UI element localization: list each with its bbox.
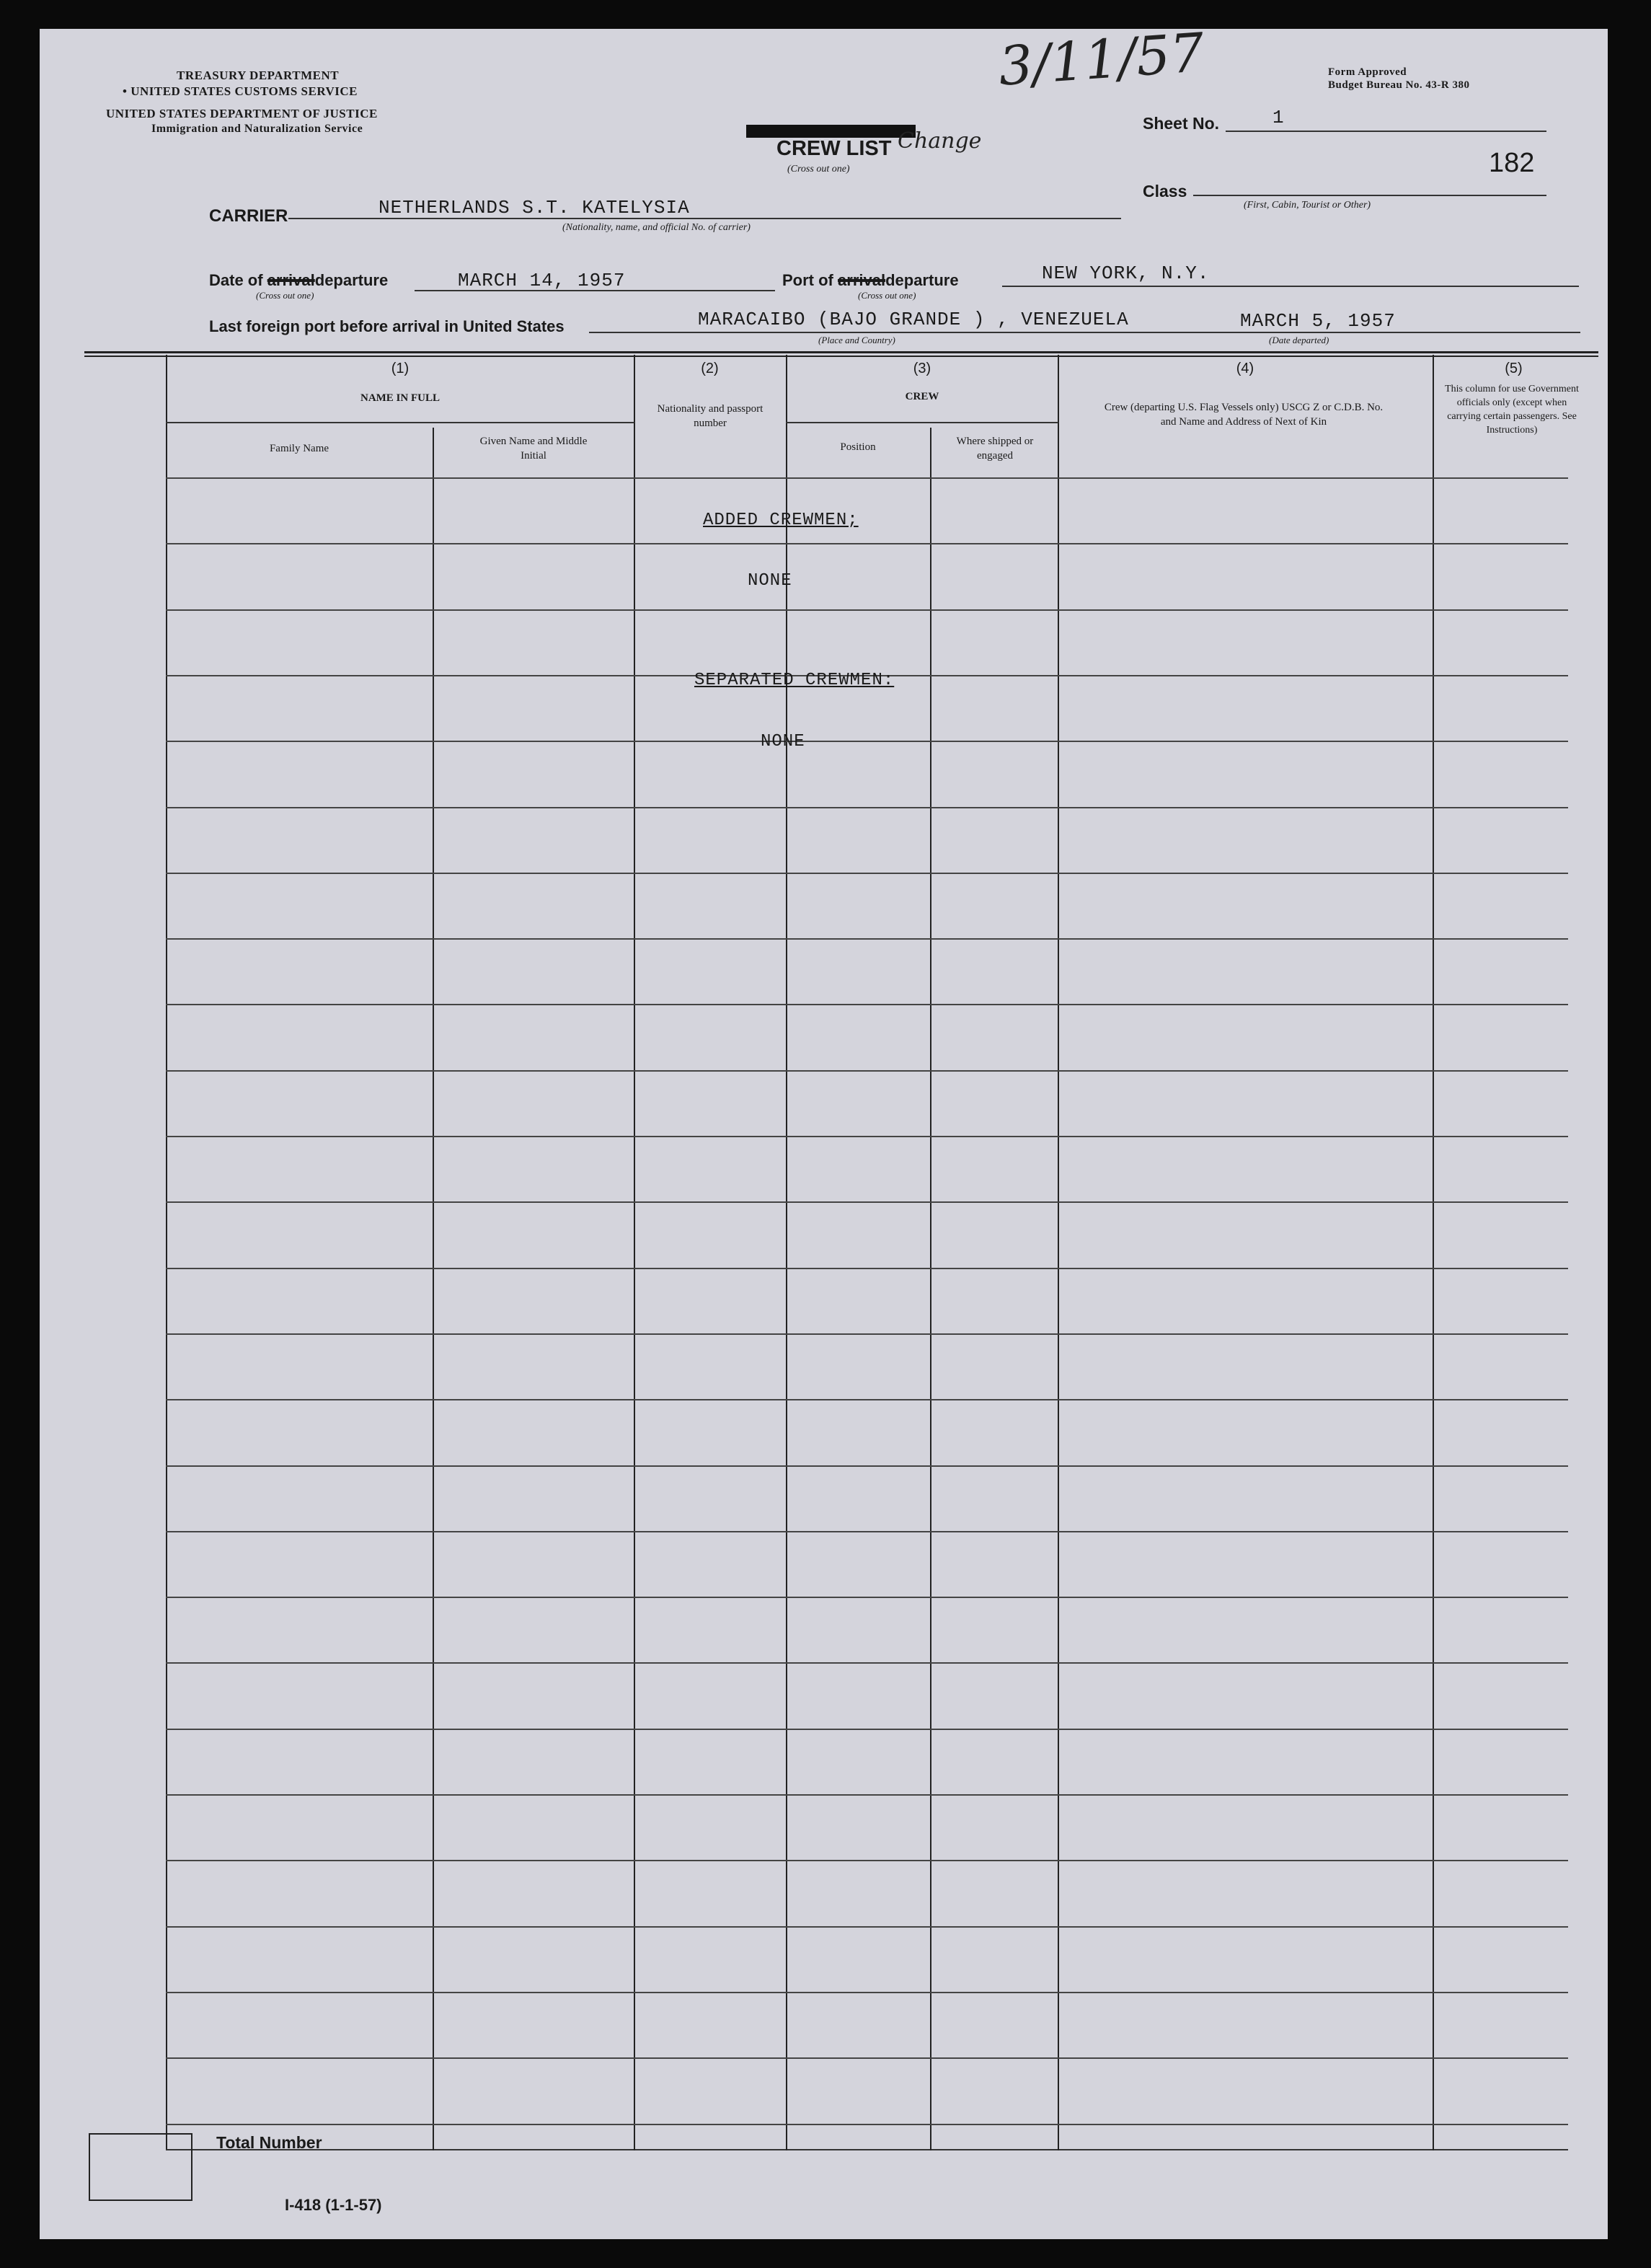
table-row-line: [166, 2124, 1568, 2125]
date-label: [209, 271, 388, 290]
class-underline: [1193, 195, 1546, 196]
sheet-label: Sheet No.: [1143, 114, 1220, 133]
port-label-prefix: Port of: [782, 271, 833, 289]
class-label: Class: [1143, 182, 1187, 200]
port-label: [782, 271, 959, 290]
col3-subheader-line: [786, 422, 1058, 423]
col2-title: Nationality and passport number: [657, 403, 763, 429]
sheet-underline: [1226, 131, 1546, 132]
col-divider-1a: [433, 428, 434, 2150]
table-row-line: [166, 1794, 1568, 1796]
ins-heading: Immigration and Naturalization Service: [151, 123, 363, 135]
col-divider-3: [1058, 355, 1059, 2150]
table-row-line: [166, 1992, 1568, 1993]
table-row-line: [166, 543, 1568, 544]
col3-title: CREW: [905, 391, 939, 402]
table-row-line: [166, 1268, 1568, 1269]
title-note: (Cross out one): [787, 164, 850, 175]
col2-number: (2): [701, 361, 719, 376]
table-bottom-border: [166, 2149, 1568, 2150]
table-row-line: [166, 807, 1568, 808]
table-row-line: [166, 1926, 1568, 1928]
table-row-line: [166, 1597, 1568, 1598]
col1-number: (1): [391, 361, 410, 376]
justice-heading: UNITED STATES DEPARTMENT OF JUSTICE: [106, 107, 378, 120]
date-note: (Cross out one): [256, 290, 314, 301]
form-title: CREW LIST: [776, 137, 892, 160]
customs-heading: • UNITED STATES CUSTOMS SERVICE: [123, 84, 358, 98]
last-port-label: Last foreign port before arrival in United States: [209, 317, 565, 335]
last-port-date-note: (Date departed): [1269, 335, 1329, 345]
handwritten-date: 3/11/57: [996, 22, 1206, 98]
col-divider-2: [786, 355, 787, 2150]
last-port-place-note: (Place and Country): [818, 335, 895, 345]
table-left-border: [166, 355, 167, 2150]
last-port-underline: [589, 332, 1580, 333]
port-note: (Cross out one): [858, 290, 916, 301]
table-row-line: [166, 1465, 1568, 1467]
port-underline: [1002, 286, 1579, 287]
table-row-line: [166, 1333, 1568, 1335]
col3a-position: Position: [840, 441, 876, 453]
table-row-line: [166, 1136, 1568, 1137]
total-number-box: [89, 2133, 192, 2201]
carrier-label: CARRIER: [209, 206, 288, 226]
last-port-date: MARCH 5, 1957: [1240, 310, 1396, 332]
table-row-line: [166, 873, 1568, 874]
col-divider-4: [1433, 355, 1434, 2150]
header-rule-1: [84, 351, 1598, 353]
col-divider-3a: [930, 428, 931, 2150]
table-row-line: [166, 1201, 1568, 1203]
col3-number: (3): [913, 361, 931, 376]
separated-crewmen-none: NONE: [761, 732, 805, 751]
date-value: MARCH 14, 1957: [458, 270, 626, 291]
col4-number: (4): [1236, 361, 1254, 376]
crew-list-form: [40, 22, 1608, 2239]
form-number: I-418 (1-1-57): [285, 2196, 382, 2214]
date-label-suffix: departure: [314, 271, 389, 289]
separated-crewmen-heading: SEPARATED CREWMEN:: [694, 671, 895, 690]
table-row-line: [166, 1070, 1568, 1072]
table-row-line: [166, 1662, 1568, 1664]
treasury-heading: TREASURY DEPARTMENT: [177, 69, 340, 82]
table-row-line: [166, 609, 1568, 611]
total-number-label: Total Number: [216, 2133, 322, 2152]
budget-bureau-number: Budget Bureau No. 43-R 380: [1328, 79, 1470, 91]
table-row-line: [166, 1729, 1568, 1730]
col4-title: Crew (departing U.S. Flag Vessels only) USCG Z or C.D.B. No. and Name and Address of Next of Kin: [1104, 402, 1384, 428]
table-row-line: [166, 477, 1568, 479]
title-handwritten: Change: [898, 128, 982, 154]
header-rule-2: [84, 356, 1598, 357]
port-value: NEW YORK, N.Y.: [1042, 262, 1210, 284]
table-row-line: [166, 1860, 1568, 1861]
table-row-line: [166, 741, 1568, 742]
customs-heading-text: UNITED STATES CUSTOMS SERVICE: [130, 84, 358, 98]
col1b-given-name: Given Name and Middle Initial: [479, 436, 588, 462]
table-row-line: [166, 1004, 1568, 1005]
table-row-line: [166, 1399, 1568, 1400]
added-crewmen-heading: ADDED CREWMEN;: [703, 511, 859, 530]
col1-title: NAME IN FULL: [360, 392, 440, 404]
table-row-line: [166, 2057, 1568, 2059]
table-row-line: [166, 938, 1568, 940]
col5-number: (5): [1505, 361, 1523, 376]
class-note: (First, Cabin, Tourist or Other): [1244, 200, 1371, 211]
col5-title: This column for use Government officials only (except when carrying certain passengers. See Instructions): [1445, 384, 1579, 436]
col1-subheader-line: [166, 422, 634, 423]
table-row-line: [166, 1531, 1568, 1532]
form-approved: Form Approved: [1328, 66, 1407, 78]
redaction-bar: [746, 125, 916, 138]
date-label-crossed: arrival: [267, 271, 315, 289]
carrier-note: (Nationality, name, and official No. of carrier): [562, 222, 751, 233]
col-divider-1: [634, 355, 635, 2150]
date-label-prefix: Date of: [209, 271, 263, 289]
sheet-number: 1: [1272, 107, 1285, 128]
port-label-crossed: arrival: [838, 271, 886, 289]
page-number: 182: [1489, 148, 1535, 178]
col1a-family-name: Family Name: [269, 443, 329, 454]
added-crewmen-none: NONE: [748, 571, 792, 591]
port-label-suffix: departure: [885, 271, 959, 289]
last-port-place: MARACAIBO (BAJO GRANDE ) , VENEZUELA: [698, 309, 1129, 330]
carrier-value: NETHERLANDS S.T. KATELYSIA: [379, 197, 690, 219]
col3b-where-shipped: Where shipped or engaged: [956, 436, 1034, 462]
